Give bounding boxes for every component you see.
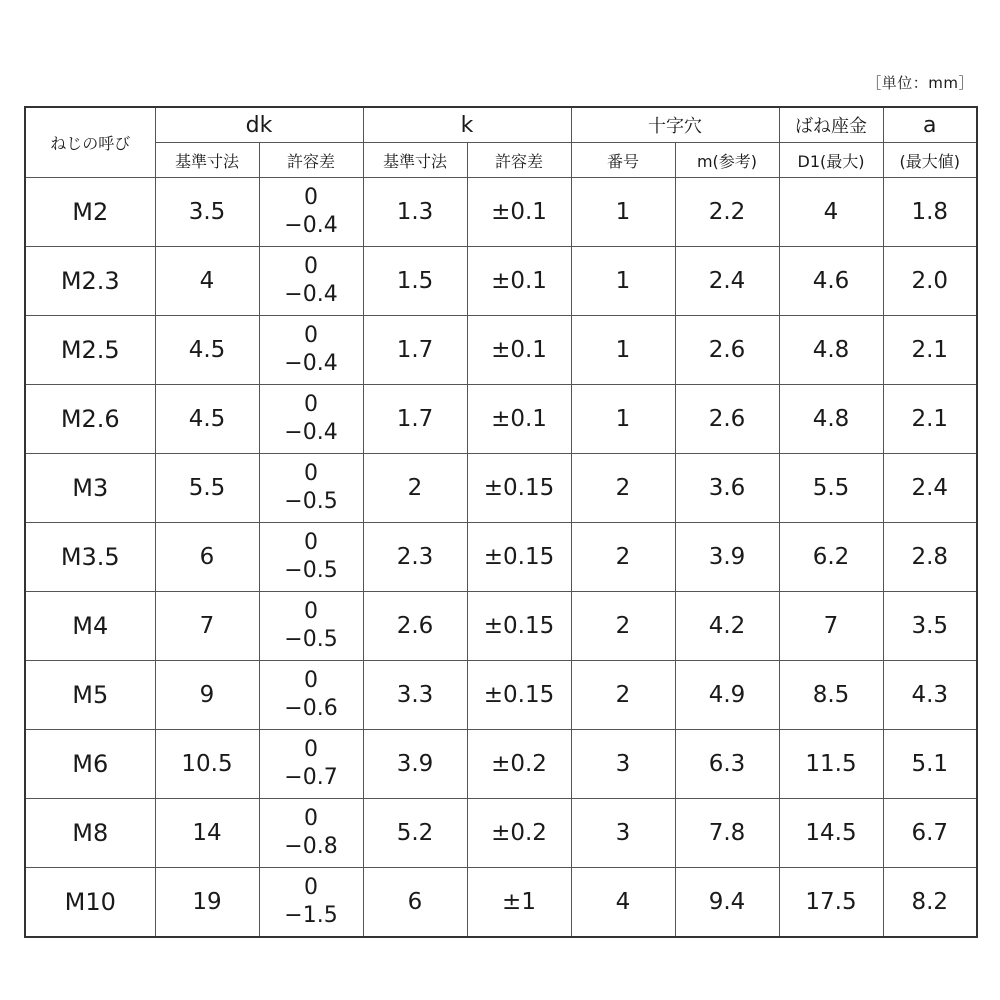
header-a: a [883,107,977,143]
header-cross-m: m(参考) [675,143,779,178]
tolerance-upper: 0 [304,184,318,210]
header-spring-washer: ばね座金 [779,107,883,143]
cell-k-tolerance: ±0.1 [467,178,571,247]
table-row [25,178,977,247]
tolerance-lower: −0.7 [284,764,338,790]
cell-washer-d1: 5.5 [779,453,883,522]
tolerance-lower: −0.4 [284,281,338,307]
cell-dk-standard: 4.5 [155,384,259,453]
cell-cross-number: 2 [571,453,675,522]
cell-k-tolerance: ±0.15 [467,591,571,660]
tolerance-lower: −0.6 [284,695,338,721]
cell-k-tolerance: ±0.2 [467,798,571,867]
cell-cross-m: 9.4 [675,867,779,937]
tolerance-lower: −0.5 [284,626,338,652]
tolerance-upper: 0 [304,805,318,831]
header-k-standard: 基準寸法 [363,143,467,178]
tolerance-upper: 0 [304,391,318,417]
cell-washer-d1: 4.8 [779,315,883,384]
cell-screw-name: M2.3 [25,246,155,315]
cell-dk-standard: 10.5 [155,729,259,798]
cell-k-tolerance: ±0.2 [467,729,571,798]
cell-cross-number: 2 [571,591,675,660]
cell-k-standard: 3.9 [363,729,467,798]
tolerance-upper: 0 [304,460,318,486]
cell-cross-m: 2.6 [675,315,779,384]
cell-dk-standard: 19 [155,867,259,937]
cell-dk-tolerance [259,384,363,453]
cell-a-max: 5.1 [883,729,977,798]
tolerance-lower: −0.8 [284,833,338,859]
cell-dk-standard: 3.5 [155,178,259,247]
cell-a-max: 2.4 [883,453,977,522]
table-row [25,591,977,660]
cell-dk-standard: 14 [155,798,259,867]
tolerance-upper: 0 [304,598,318,624]
cell-cross-m: 3.9 [675,522,779,591]
cell-a-max: 8.2 [883,867,977,937]
cell-screw-name: M2.5 [25,315,155,384]
cell-screw-name: M3.5 [25,522,155,591]
cell-washer-d1: 4.6 [779,246,883,315]
cell-k-tolerance: ±0.15 [467,522,571,591]
cell-k-standard: 2.3 [363,522,467,591]
cell-cross-number: 1 [571,178,675,247]
table-row [25,798,977,867]
tolerance-upper: 0 [304,736,318,762]
cell-k-standard: 6 [363,867,467,937]
cell-screw-name: M10 [25,867,155,937]
header-dk: dk [155,107,363,143]
table-body [25,178,977,938]
table-row [25,384,977,453]
cell-a-max: 1.8 [883,178,977,247]
cell-k-standard: 3.3 [363,660,467,729]
cell-dk-standard: 7 [155,591,259,660]
header-cross-recess: 十字穴 [571,107,779,143]
cell-k-standard: 2.6 [363,591,467,660]
cell-a-max: 2.1 [883,384,977,453]
cell-k-tolerance: ±0.1 [467,315,571,384]
cell-screw-name: M2.6 [25,384,155,453]
cell-cross-m: 7.8 [675,798,779,867]
cell-screw-name: M4 [25,591,155,660]
table-row [25,867,977,937]
cell-cross-number: 1 [571,246,675,315]
cell-cross-number: 1 [571,384,675,453]
cell-cross-m: 2.6 [675,384,779,453]
cell-washer-d1: 11.5 [779,729,883,798]
cell-a-max: 2.1 [883,315,977,384]
cell-cross-number: 1 [571,315,675,384]
cell-cross-m: 2.2 [675,178,779,247]
cell-k-standard: 2 [363,453,467,522]
cell-screw-name: M5 [25,660,155,729]
cell-cross-m: 4.2 [675,591,779,660]
cell-screw-name: M8 [25,798,155,867]
cell-cross-m: 3.6 [675,453,779,522]
cell-cross-m: 2.4 [675,246,779,315]
cell-a-max: 4.3 [883,660,977,729]
cell-dk-tolerance [259,522,363,591]
cell-dk-standard: 6 [155,522,259,591]
cell-dk-standard: 5.5 [155,453,259,522]
tolerance-upper: 0 [304,253,318,279]
cell-washer-d1: 8.5 [779,660,883,729]
cell-dk-standard: 4.5 [155,315,259,384]
header-screw-name: ねじの呼び [25,107,155,178]
cell-cross-number: 4 [571,867,675,937]
cell-dk-tolerance [259,178,363,247]
header-washer-d1: D1(最大) [779,143,883,178]
cell-screw-name: M2 [25,178,155,247]
cell-a-max: 2.0 [883,246,977,315]
cell-dk-tolerance [259,867,363,937]
cell-k-tolerance: ±0.1 [467,246,571,315]
cell-dk-standard: 4 [155,246,259,315]
table-row [25,660,977,729]
cell-a-max: 6.7 [883,798,977,867]
tolerance-upper: 0 [304,667,318,693]
cell-k-standard: 1.7 [363,384,467,453]
table-row [25,522,977,591]
header-dk-standard: 基準寸法 [155,143,259,178]
cell-k-standard: 1.3 [363,178,467,247]
cell-cross-number: 3 [571,798,675,867]
cell-a-max: 2.8 [883,522,977,591]
cell-dk-tolerance [259,453,363,522]
tolerance-lower: −1.5 [284,902,338,928]
cell-k-standard: 5.2 [363,798,467,867]
dimension-table [24,106,978,938]
tolerance-lower: −0.5 [284,557,338,583]
cell-k-standard: 1.5 [363,246,467,315]
tolerance-upper: 0 [304,874,318,900]
cell-k-tolerance: ±0.15 [467,660,571,729]
header-cross-number: 番号 [571,143,675,178]
cell-a-max: 3.5 [883,591,977,660]
cell-dk-tolerance [259,591,363,660]
header-a-max: (最大値) [883,143,977,178]
cell-dk-tolerance [259,315,363,384]
cell-screw-name: M3 [25,453,155,522]
cell-k-tolerance: ±0.15 [467,453,571,522]
cell-washer-d1: 7 [779,591,883,660]
tolerance-lower: −0.4 [284,419,338,445]
tolerance-lower: −0.4 [284,212,338,238]
cell-cross-number: 2 [571,660,675,729]
cell-k-standard: 1.7 [363,315,467,384]
table-row [25,315,977,384]
cell-washer-d1: 14.5 [779,798,883,867]
cell-cross-m: 6.3 [675,729,779,798]
cell-washer-d1: 4 [779,178,883,247]
cell-washer-d1: 6.2 [779,522,883,591]
tolerance-lower: −0.5 [284,488,338,514]
header-k-tolerance: 許容差 [467,143,571,178]
cell-cross-number: 2 [571,522,675,591]
header-dk-tolerance: 許容差 [259,143,363,178]
tolerance-upper: 0 [304,322,318,348]
table-row [25,246,977,315]
tolerance-lower: −0.4 [284,350,338,376]
cell-washer-d1: 17.5 [779,867,883,937]
header-k: k [363,107,571,143]
cell-screw-name: M6 [25,729,155,798]
cell-k-tolerance: ±0.1 [467,384,571,453]
cell-dk-tolerance [259,660,363,729]
cell-dk-tolerance [259,729,363,798]
table-row [25,453,977,522]
tolerance-upper: 0 [304,529,318,555]
cell-washer-d1: 4.8 [779,384,883,453]
cell-cross-m: 4.9 [675,660,779,729]
cell-dk-tolerance [259,246,363,315]
cell-dk-tolerance [259,798,363,867]
table-row [25,729,977,798]
unit-note: ［単位：mm］ [866,74,974,92]
cell-dk-standard: 9 [155,660,259,729]
cell-cross-number: 3 [571,729,675,798]
cell-k-tolerance: ±1 [467,867,571,937]
